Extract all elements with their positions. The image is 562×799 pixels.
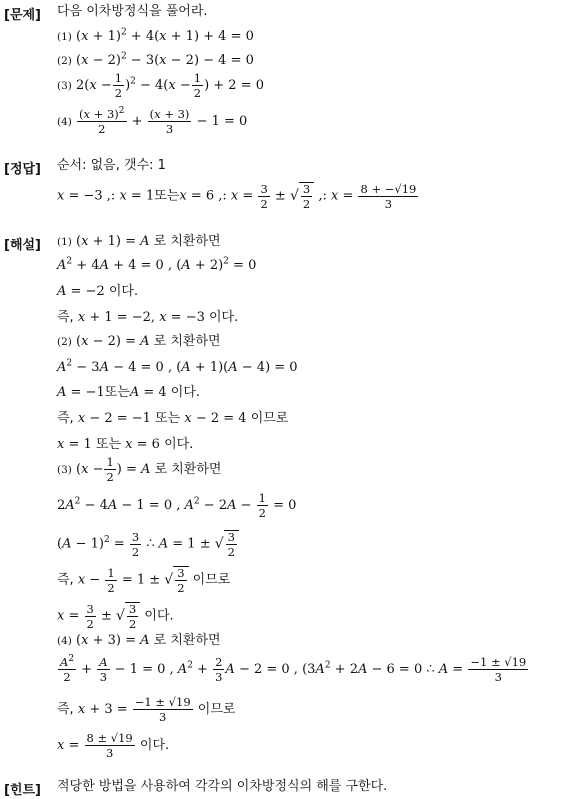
solution-line-17: 즉, x + 3 = $\frac{-1 \pm √19}{3}$ 이므로	[57, 695, 236, 724]
solution-line-11: $2A^2 - 4A - 1 = 0$ , $A^2 - 2A$ − $\frac{1}{2}$ = 0	[57, 491, 297, 520]
solution-line-10: (3) (x − $\frac{1}{2}$ ) = A 로 치환하면	[57, 455, 222, 484]
solution-line-5: (2) (x − 2) = A 로 치환하면	[57, 334, 221, 349]
problem-item-2: (2) $(x - 2)^2 - 3(x - 2) - 4 = 0$	[57, 51, 254, 68]
solution-line-15: (4) (x + 3) = A 로 치환하면	[57, 633, 221, 648]
hint-text: 적당한 방법을 사용하여 각각의 이차방정식의 해를 구한다.	[57, 779, 388, 794]
problem-item-4: (4) $\frac{(x + 3)^2}{2}$ + $\frac{(x + 3)}{3}$ − 1 = 0	[57, 106, 248, 136]
answer-section-label: [정답]	[4, 162, 41, 177]
solution-line-2: $A^2 + 4A + 4 = 0$ , $(A + 2)^2 = 0$	[57, 256, 257, 273]
solution-line-6: $A^2 - 3A - 4 = 0$ , (A + 1)(A − 4) = 0	[57, 358, 298, 375]
solution-line-14: x = $\frac{3}{2}$ ± √ $\frac{3}{2}$ 이다.	[57, 601, 174, 631]
solution-section-label: [해설]	[4, 238, 41, 253]
problem-section-label: [문제]	[4, 8, 41, 23]
solution-line-13: 즉, x − $\frac{1}{2}$ = 1 ± √ $\frac{3}{2}$ 이므로	[57, 565, 231, 595]
answer-line-1: 순서: 없음, 갯수: 1	[57, 158, 166, 173]
problem-item-1: (1) $(x + 1)^2 + 4(x + 1) + 4 = 0$	[57, 27, 254, 44]
hint-section-label: [힌트]	[4, 783, 41, 798]
answer-line-2: x = −3 ,: x = 1또는x = 6 ,: x = $\frac{3}{2}$ ± √ $\frac{3}{2}$ ,: x = $\frac{8 + -√19}{3}$	[57, 181, 417, 211]
solution-line-7: A = −1또는A = 4 이다.	[57, 385, 201, 400]
solution-line-8: 즉, x − 2 = −1 또는 x − 2 = 4 이므로	[57, 411, 289, 426]
solution-line-9: x = 1 또는 x = 6 이다.	[57, 437, 194, 452]
solution-line-16: $\frac{A^2}{2}$ + $\frac{A}{3}$ − 1 = 0 , $A^2$ + $\frac{2}{3}$ A − 2 = 0 , ($3A^2 + 2A - 6 = 0$ ∴ A = $\frac{-1 \pm √19}{3}$	[60, 654, 527, 684]
problem-intro: 다음 이차방정식을 풀어라.	[57, 4, 208, 19]
problem-item-3: (3) 2(x − $\frac{1}{2}$ )$^2$ − 4(x − $\frac{1}{2}$ ) + 2 = 0	[57, 71, 265, 100]
solution-line-4: 즉, x + 1 = −2, x = −3 이다.	[57, 310, 239, 325]
solution-line-12: $(A - 1)^2$ = $\frac{3}{2}$ ∴ A = 1 ± √ $\frac{3}{2}$	[57, 530, 239, 558]
solution-line-18: x = $\frac{8 \pm √19}{3}$ 이다.	[57, 731, 170, 760]
solution-line-1: (1) (x + 1) = A 로 치환하면	[57, 234, 221, 249]
solution-line-3: A = −2 이다.	[57, 284, 139, 299]
